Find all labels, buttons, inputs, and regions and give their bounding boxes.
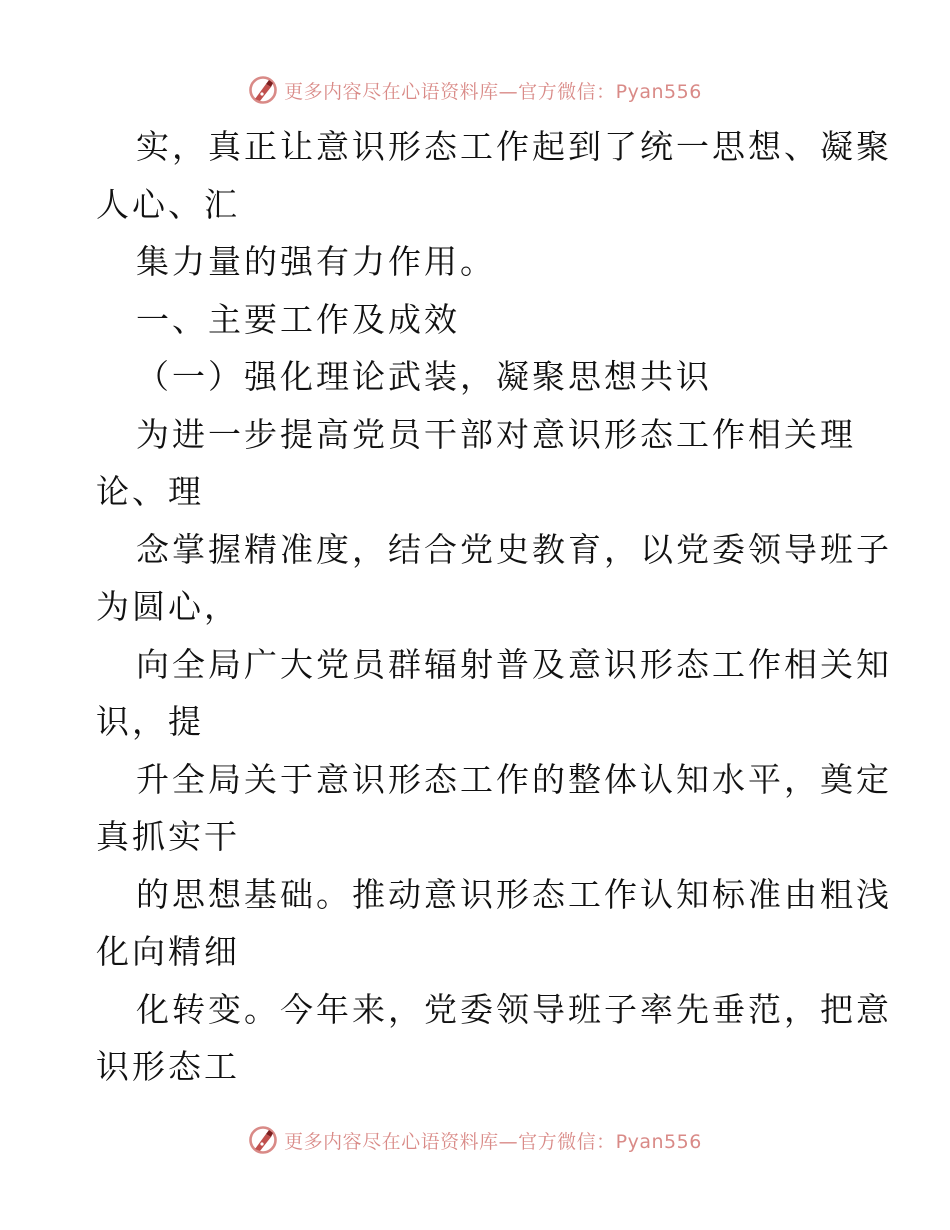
body-line: 升全局关于意识形态工作的整体认知水平，奠定 [136, 759, 892, 799]
body-line: 化向精细 [96, 932, 240, 971]
body-line: 识，提 [96, 702, 204, 741]
body-line: 念掌握精准度，结合党史教育，以党委领导班子 [136, 529, 892, 569]
body-line: 集力量的强有力作用。 [136, 242, 496, 281]
watermark-text: 更多内容尽在心语资料库—官方微信：Pyan556 [284, 80, 702, 103]
watermark-text: 更多内容尽在心语资料库—官方微信：Pyan556 [284, 1130, 702, 1153]
pen-nib-logo-icon [248, 75, 278, 105]
body-line: 向全局广大党员群辐射普及意识形态工作相关知 [136, 644, 892, 684]
body-line: 的思想基础。推动意识形态工作认知标准由粗浅 [136, 874, 892, 914]
body-line: 论、理 [96, 472, 204, 511]
body-line: 化转变。今年来，党委领导班子率先垂范，把意 [136, 989, 892, 1029]
pen-nib-logo-icon [248, 1125, 278, 1155]
body-line: 人心、汇 [96, 184, 240, 224]
header-watermark [0, 70, 950, 110]
subsection-heading: （一）强化理论武装，凝聚思想共识 [136, 357, 712, 396]
footer-watermark [0, 1120, 950, 1160]
body-line: 识形态工 [96, 1047, 240, 1086]
body-line: 为圆心， [96, 587, 240, 626]
body-line: 为进一步提高党员干部对意识形态工作相关理 [136, 414, 856, 454]
section-heading: 一、主要工作及成效 [136, 299, 460, 339]
body-line: 实，真正让意识形态工作起到了统一思想、凝聚 [136, 127, 892, 166]
body-line: 真抓实干 [96, 817, 240, 856]
document-body [96, 118, 892, 1096]
